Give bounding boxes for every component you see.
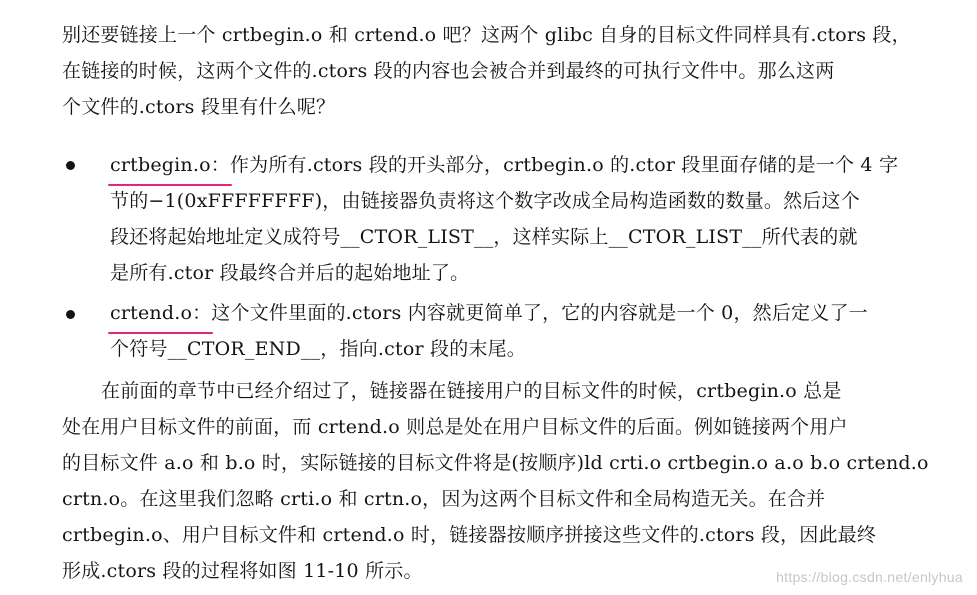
term-label: crtend.o： <box>110 302 212 324</box>
text-line: 处在用户目标文件的前面，而 crtend.o 则总是处在用户目标文件的后面。例如链接两个用户 <box>62 416 848 438</box>
text-line: 节的−1(0xFFFFFFFF)，由链接器负责将这个数字改成全局构造函数的数量。然后这个 <box>110 190 860 212</box>
text-line: 别还要链接上一个 crtbegin.o 和 crtend.o 吧？这两个 glibc 自身的目标文件同样具有.ctors 段， <box>62 24 911 46</box>
text-line: 在前面的章节中已经介绍过了，链接器在链接用户的目标文件的时候，crtbegin.o 总是 <box>101 380 842 402</box>
text-line: crtbegin.o、用户目标文件和 crtend.o 时，链接器按顺序拼接这些文件的.ctors 段，因此最终 <box>62 524 877 546</box>
text-span: 这个文件里面的.ctors 内容就更简单了，它的内容就是一个 0，然后定义了一 <box>211 302 868 324</box>
bullet-dot-icon <box>66 310 75 319</box>
text-line: crtn.o。在这里我们忽略 crti.o 和 crtn.o，因为这两个目标文件和全局构造无关。在合并 <box>62 488 826 510</box>
watermark: https://blog.csdn.net/enlyhua <box>776 569 963 585</box>
term-crtbegin <box>110 148 230 182</box>
text-line: 个符号__CTOR_END__，指向.ctor 段的末尾。 <box>110 338 526 360</box>
term-crtend <box>110 296 211 330</box>
bullet-dot-icon <box>66 161 75 170</box>
text-line: 形成.ctors 段的过程将如图 11-10 所示。 <box>62 560 423 582</box>
text-line: 是所有.ctor 段最终合并后的起始地址了。 <box>110 262 470 284</box>
text-line <box>110 148 898 182</box>
text-span: 作为所有.ctors 段的开头部分，crtbegin.o 的.ctor 段里面存储的是一个 4 字 <box>229 154 899 176</box>
text-line: 的目标文件 a.o 和 b.o 时，实际链接的目标文件将是(按顺序)ld crti.o crtbegin.o a.o b.o crtend.o <box>62 452 929 474</box>
text-line: 段还将起始地址定义成符号__CTOR_LIST__，这样实际上__CTOR_LIST__所代表的就 <box>110 226 858 248</box>
term-label: crtbegin.o： <box>110 154 230 176</box>
text-line: 在链接的时候，这两个文件的.ctors 段的内容也会被合并到最终的可执行文件中。那么这两 <box>62 60 835 82</box>
text-line <box>110 296 868 330</box>
text-line: 个文件的.ctors 段里有什么呢？ <box>62 96 336 118</box>
